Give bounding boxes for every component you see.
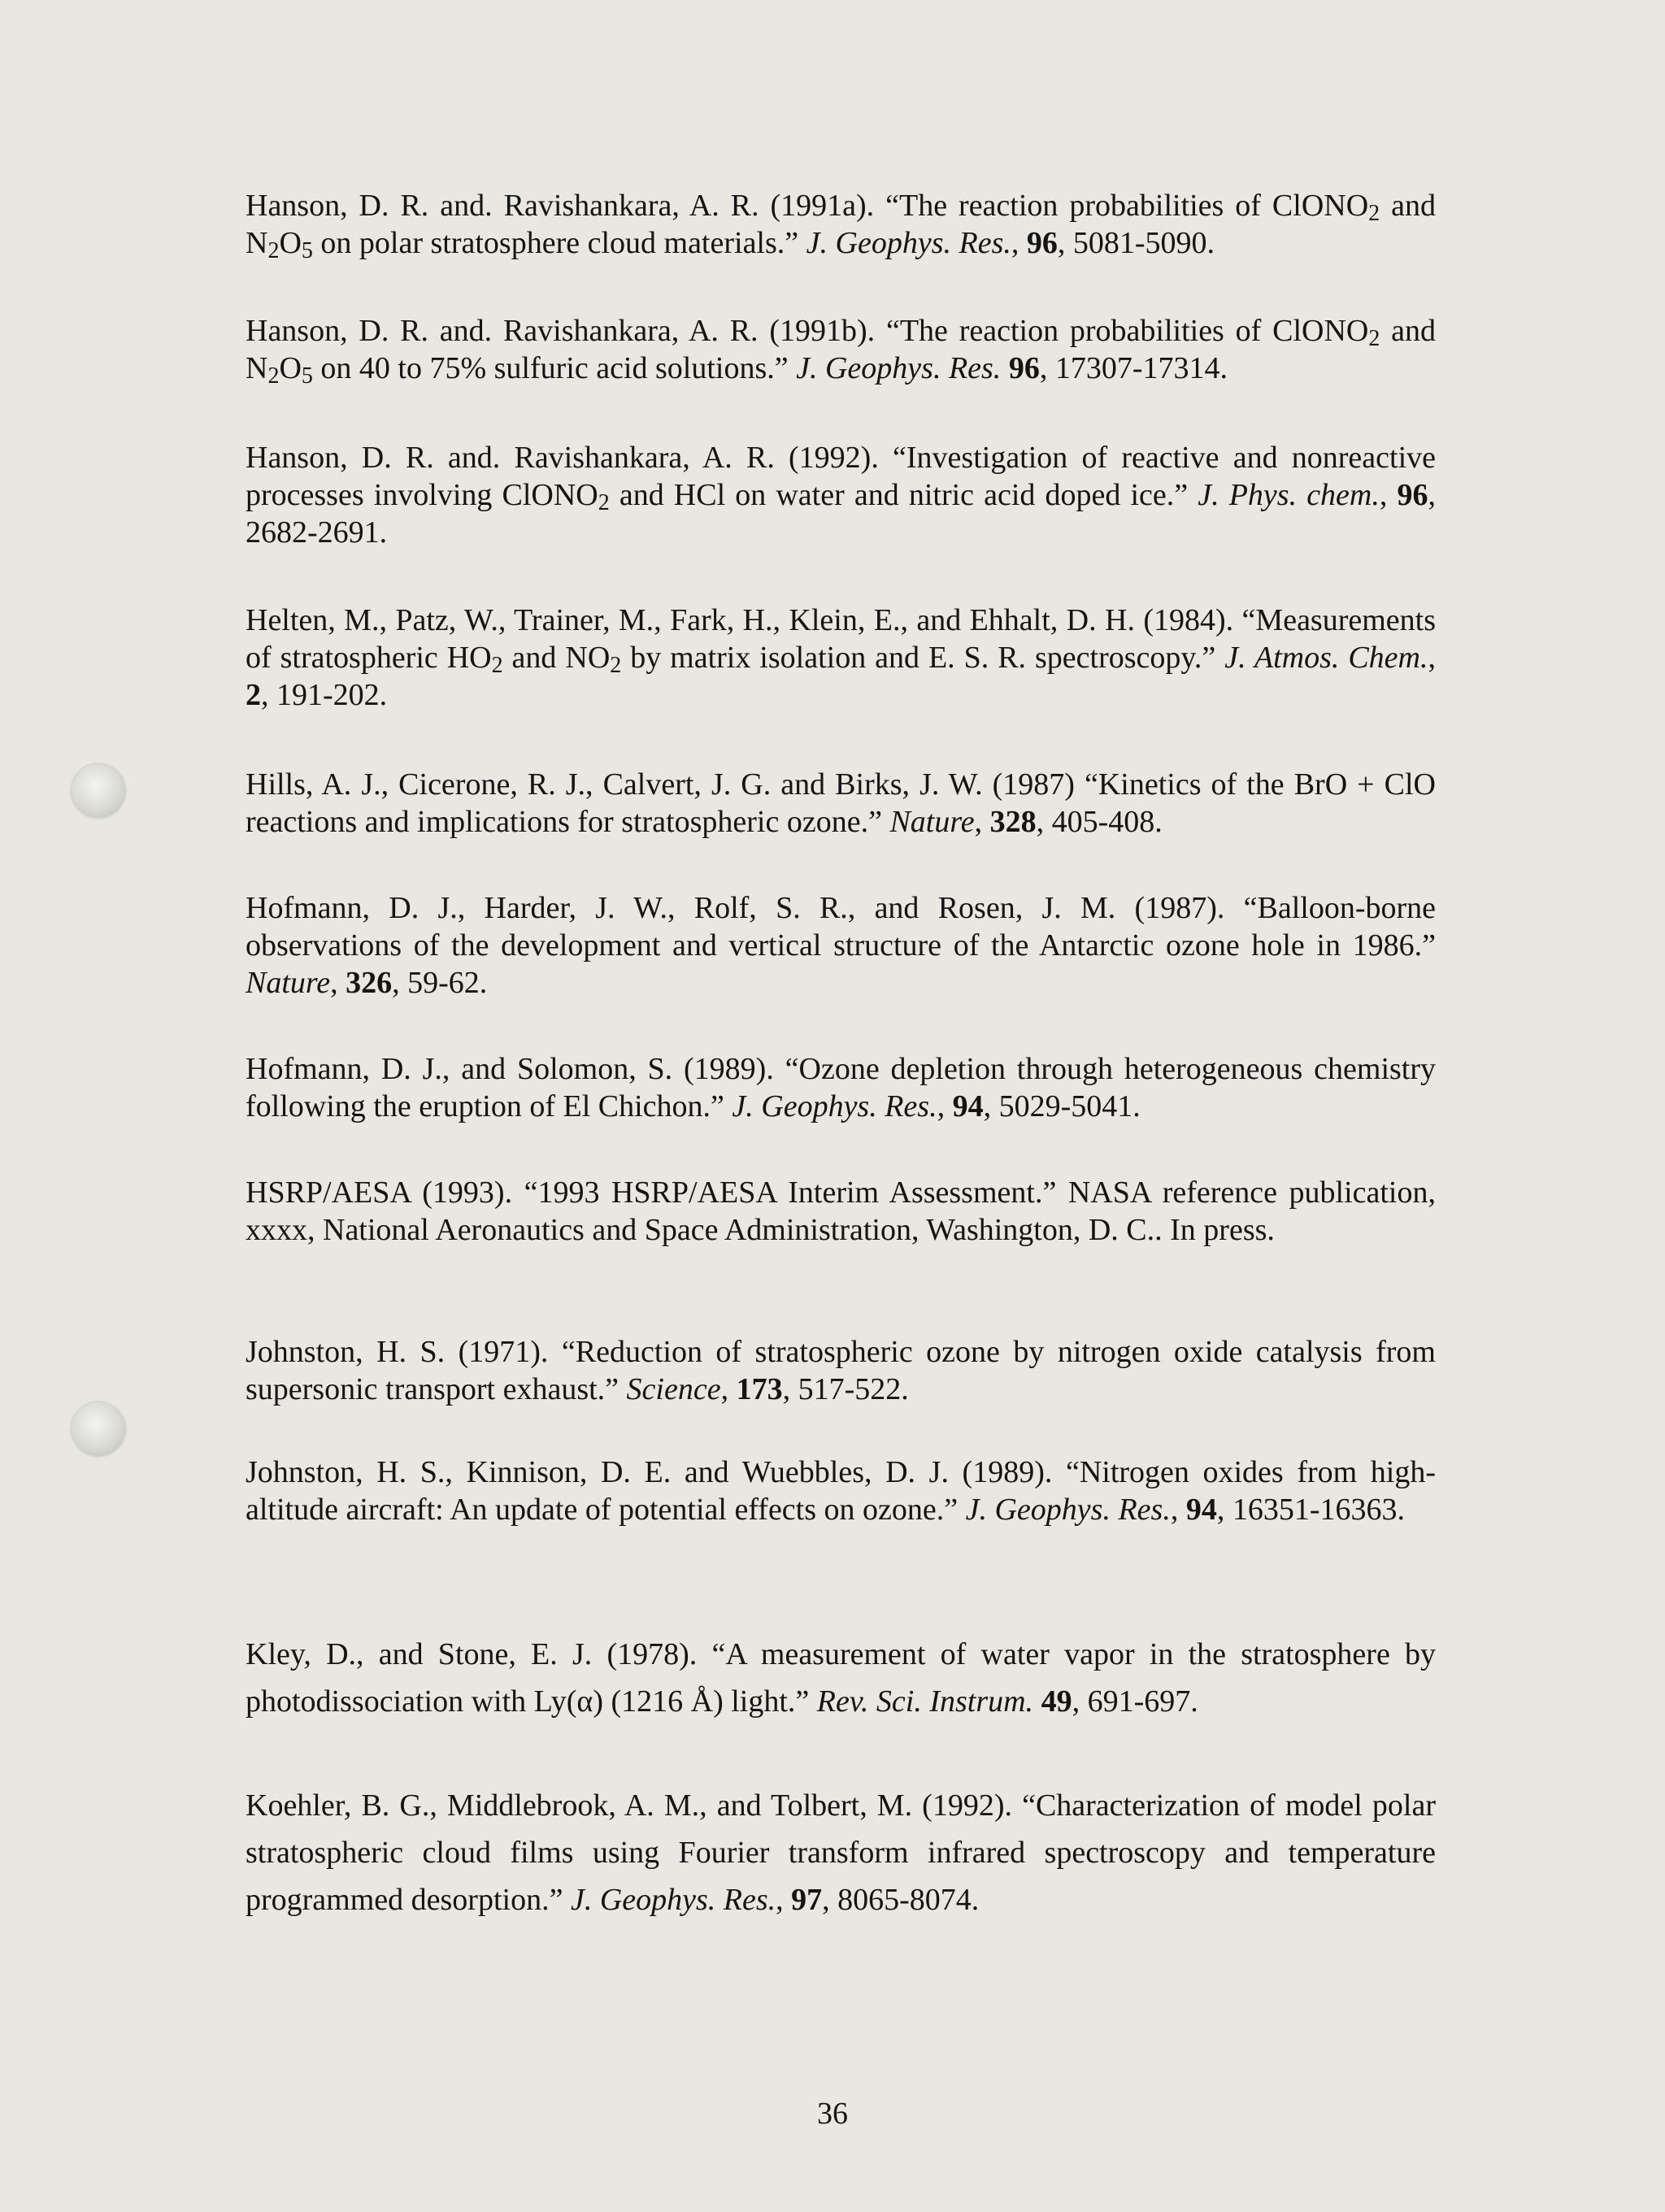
- reference-title: and NO: [502, 641, 611, 675]
- reference-journal: J. Geophys. Res.: [732, 1089, 937, 1123]
- reference-volume: 97: [791, 1883, 823, 1917]
- reference-entry: [246, 602, 1436, 714]
- reference-authors: Hanson, D. R. and. Ravishankara, A. R. (1992).: [246, 441, 879, 475]
- reference-volume: 96: [1026, 226, 1058, 260]
- reference-authors: Hills, A. J., Cicerone, R. J., Calvert, J. G. and Birks, J. W. (1987): [246, 767, 1075, 802]
- reference-pages: , 16351-16363.: [1216, 1493, 1405, 1527]
- subscript: 2: [1368, 201, 1380, 226]
- separator: ,: [720, 1372, 737, 1406]
- punch-hole: [72, 1402, 125, 1456]
- punch-hole: [72, 764, 125, 818]
- reference-pages: , 517-522.: [782, 1372, 909, 1406]
- reference-entry: [246, 1631, 1436, 1725]
- reference-journal: Science: [626, 1372, 721, 1406]
- subscript: 2: [267, 363, 280, 389]
- reference-title: “Measurements of stratospheric HO: [246, 603, 1437, 675]
- reference-title: on 40 to 75% sulfuric acid solutions.”: [312, 351, 797, 385]
- reference-volume: 328: [989, 805, 1037, 839]
- reference-pages: , 8065-8074.: [822, 1883, 980, 1917]
- reference-pages: , 5081-5090.: [1057, 226, 1215, 260]
- reference-title: “The reaction probabilities of ClONO: [875, 314, 1369, 348]
- separator: ,: [330, 966, 346, 1000]
- reference-title: “Reduction of stratospheric ozone by nitrogen oxide catalysis from supersonic transport exhaust.”: [246, 1335, 1436, 1406]
- reference-title: “Ozone depletion through heterogeneous chemistry following the eruption of El Chichon.”: [246, 1052, 1436, 1123]
- reference-journal: J. Geophys. Res.: [965, 1493, 1171, 1527]
- reference-journal: Nature: [889, 805, 975, 839]
- reference-pages: , 2682-2691.: [246, 478, 1436, 550]
- reference-title: and N: [246, 189, 1436, 260]
- reference-journal: Rev. Sci. Instrum.: [816, 1684, 1034, 1719]
- separator: ,: [1170, 1493, 1186, 1527]
- separator: ,: [776, 1883, 792, 1917]
- reference-entry: [246, 1333, 1436, 1408]
- reference-entry: [246, 766, 1436, 841]
- subscript: 5: [301, 238, 313, 263]
- reference-title: “Kinetics of the BrO + ClO reactions and implications for stratospheric ozone.”: [246, 767, 1436, 839]
- reference-journal: J. Geophys. Res.: [570, 1883, 776, 1917]
- separator: [1001, 351, 1009, 385]
- reference-entry: [246, 889, 1436, 1002]
- reference-authors: Hofmann, D. J., Harder, J. W., Rolf, S. R., and Rosen, J. M. (1987).: [246, 891, 1225, 925]
- reference-entry: HSRP/AESA (1993). “1993 HSRP/AESA Interim Assessment.” NASA reference publication, xxxx, National Aeronautics and Space Administration, Washington, D. C.. In press.: [246, 1176, 1436, 1247]
- reference-entry: [246, 1050, 1436, 1125]
- reference-authors: Hanson, D. R. and. Ravishankara, A. R. (1991a).: [246, 189, 875, 223]
- reference-title: “Investigation of reactive and nonreactive processes involving ClONO: [246, 441, 1437, 512]
- subscript: 2: [1368, 326, 1380, 351]
- reference-pages: , 691-697.: [1072, 1684, 1198, 1719]
- reference-title: and HCl on water and nitric acid doped ice.”: [609, 478, 1198, 512]
- subscript: 5: [301, 363, 313, 389]
- reference-authors: Hanson, D. R. and. Ravishankara, A. R. (1991b).: [246, 314, 876, 348]
- reference-authors: Hofmann, D. J., and Solomon, S. (1989).: [246, 1052, 774, 1086]
- reference-journal: J. Geophys. Res.: [796, 351, 1002, 385]
- reference-title: on polar stratosphere cloud materials.”: [312, 226, 806, 260]
- reference-title: “The reaction probabilities of ClONO: [874, 189, 1369, 223]
- reference-authors: Koehler, B. G., Middlebrook, A. M., and Tolbert, M. (1992).: [246, 1788, 1012, 1823]
- reference-journal: J. Phys. chem.: [1198, 478, 1380, 512]
- reference-pages: , 5029-5041.: [983, 1089, 1141, 1123]
- reference-authors: Kley, D., and Stone, E. J. (1978).: [246, 1637, 698, 1671]
- reference-pages: , 191-202.: [261, 678, 388, 712]
- reference-entry: [246, 439, 1436, 551]
- reference-volume: 96: [1397, 478, 1428, 512]
- reference-entry: [246, 312, 1436, 387]
- separator: [1033, 1684, 1041, 1719]
- separator: ,: [1379, 478, 1398, 512]
- subscript: 2: [598, 490, 610, 515]
- reference-volume: 173: [736, 1372, 783, 1406]
- reference-journal: Nature: [246, 966, 331, 1000]
- reference-entry: [246, 1454, 1436, 1528]
- reference-pages: , 17307-17314.: [1039, 351, 1228, 385]
- reference-authors: Johnston, H. S. (1971).: [246, 1335, 549, 1369]
- reference-entry: [246, 187, 1436, 262]
- subscript: 2: [491, 653, 503, 678]
- reference-volume: 94: [952, 1089, 984, 1123]
- reference-title: O: [279, 226, 302, 260]
- reference-volume: 2: [246, 678, 261, 712]
- subscript: 2: [610, 653, 622, 678]
- reference-title: by matrix isolation and E. S. R. spectroscopy.”: [621, 641, 1225, 675]
- reference-title: “Characterization of model polar stratospheric cloud films using Fourier transform infrared spectroscopy and temperature programmed desorption.”: [246, 1788, 1436, 1917]
- reference-volume: 49: [1041, 1684, 1072, 1719]
- reference-authors: Johnston, H. S., Kinnison, D. E. and Wuebbles, D. J. (1989).: [246, 1455, 1053, 1489]
- separator: ,: [937, 1089, 953, 1123]
- reference-pages: , 59-62.: [392, 966, 488, 1000]
- reference-entry: [246, 1782, 1436, 1923]
- page-number: 36: [817, 2097, 848, 2131]
- reference-volume: 96: [1008, 351, 1040, 385]
- reference-journal: J. Atmos. Chem.: [1224, 641, 1428, 675]
- reference-authors: Helten, M., Patz, W., Trainer, M., Fark, H., Klein, E., and Ehhalt, D. H. (1984).: [246, 603, 1234, 637]
- reference-title: “Nitrogen oxides from high-altitude aircraft: An update of potential effects on ozone.”: [246, 1455, 1436, 1527]
- subscript: 2: [267, 238, 280, 263]
- reference-volume: 326: [346, 966, 393, 1000]
- reference-volume: 94: [1185, 1493, 1217, 1527]
- separator: ,: [1011, 226, 1027, 260]
- separator: ,: [1428, 641, 1436, 675]
- reference-journal: J. Geophys. Res.: [806, 226, 1011, 260]
- reference-title: “A measurement of water vapor in the stratosphere by photodissociation with Ly(α) (1216 Å) light.”: [246, 1637, 1437, 1719]
- reference-title: and N: [246, 314, 1437, 385]
- reference-title: O: [279, 351, 302, 385]
- reference-pages: , 405-408.: [1036, 805, 1163, 839]
- reference-title: “Balloon-borne observations of the development and vertical structure of the Antarctic ozone hole in 1986.”: [246, 891, 1437, 963]
- separator: ,: [974, 805, 990, 839]
